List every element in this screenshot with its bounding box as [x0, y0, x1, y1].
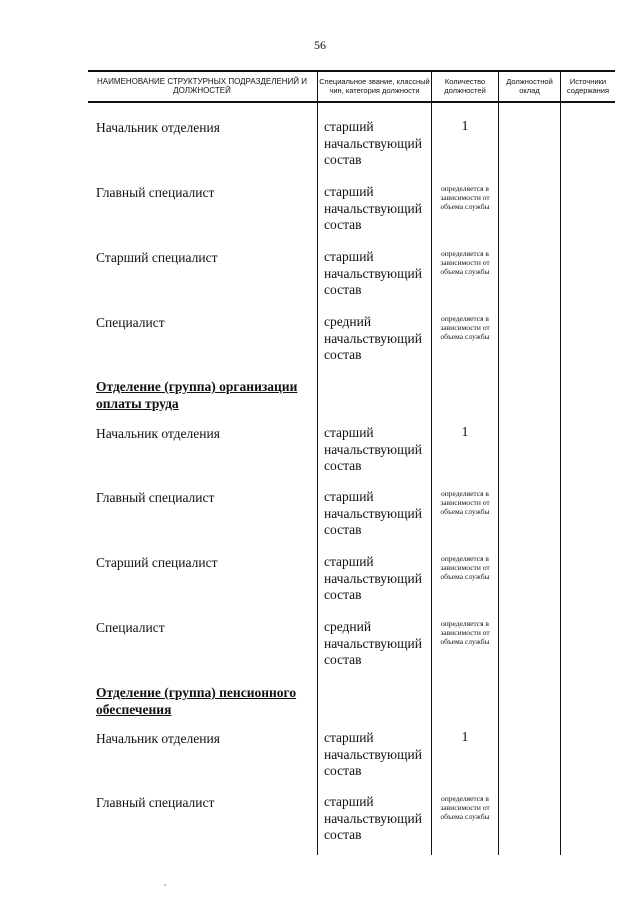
- rank-category: старший начальствующий состав: [324, 794, 422, 842]
- position-count-note: определяется в зависимости от объема службы: [440, 619, 490, 646]
- header-salary: Должностной оклад: [506, 77, 553, 95]
- position-name: Начальник отделения: [96, 120, 220, 135]
- position-name: Главный специалист: [96, 185, 215, 200]
- position-count: 1: [461, 119, 469, 134]
- rank-category: старший начальствующий состав: [324, 730, 422, 778]
- section-title: Отделение (группа) организации оплаты труда: [96, 379, 298, 411]
- rank-category: старший начальствующий состав: [324, 554, 422, 602]
- position-name: Старший специалист: [96, 250, 218, 265]
- header-position-count: Количество должностей: [444, 77, 486, 95]
- position-name: Начальник отделения: [96, 731, 220, 746]
- position-count-note: определяется в зависимости от объема службы: [440, 314, 490, 341]
- page-number: 56: [314, 38, 326, 52]
- column-divider: [498, 70, 499, 855]
- position-count: 1: [461, 730, 469, 745]
- position-count: 1: [461, 425, 469, 440]
- table-header-rule: [88, 101, 615, 103]
- position-name: Главный специалист: [96, 795, 215, 810]
- position-count-note: определяется в зависимости от объема службы: [440, 794, 490, 821]
- header-rank-category: Специальное звание, классный чин, категория должности: [319, 77, 430, 95]
- rank-category: старший начальствующий состав: [324, 184, 422, 232]
- position-name: Специалист: [96, 620, 165, 635]
- position-name: Специалист: [96, 315, 165, 330]
- position-count-note: определяется в зависимости от объема службы: [440, 489, 490, 516]
- rank-category: старший начальствующий состав: [324, 119, 422, 167]
- scan-mark: ,: [164, 878, 166, 887]
- column-divider: [560, 70, 561, 855]
- header-structural-units: НАИМЕНОВАНИЕ СТРУКТУРНЫХ ПОДРАЗДЕЛЕНИЙ И ДОЛЖНОСТЕЙ: [96, 77, 308, 95]
- position-name: Начальник отделения: [96, 426, 220, 441]
- rank-category: средний начальствующий состав: [324, 619, 422, 667]
- position-name: Главный специалист: [96, 490, 215, 505]
- column-divider: [317, 70, 318, 855]
- rank-category: старший начальствующий состав: [324, 249, 422, 297]
- position-count-note: определяется в зависимости от объема службы: [440, 554, 490, 581]
- section-title: Отделение (группа) пенсионного обеспечения: [96, 685, 297, 717]
- position-count-note: определяется в зависимости от объема службы: [440, 184, 490, 211]
- header-funding-source: Источники содержания: [566, 77, 610, 95]
- position-count-note: определяется в зависимости от объема службы: [440, 249, 490, 276]
- rank-category: старший начальствующий состав: [324, 425, 422, 473]
- rank-category: средний начальствующий состав: [324, 314, 422, 362]
- position-name: Старший специалист: [96, 555, 218, 570]
- rank-category: старший начальствующий состав: [324, 489, 422, 537]
